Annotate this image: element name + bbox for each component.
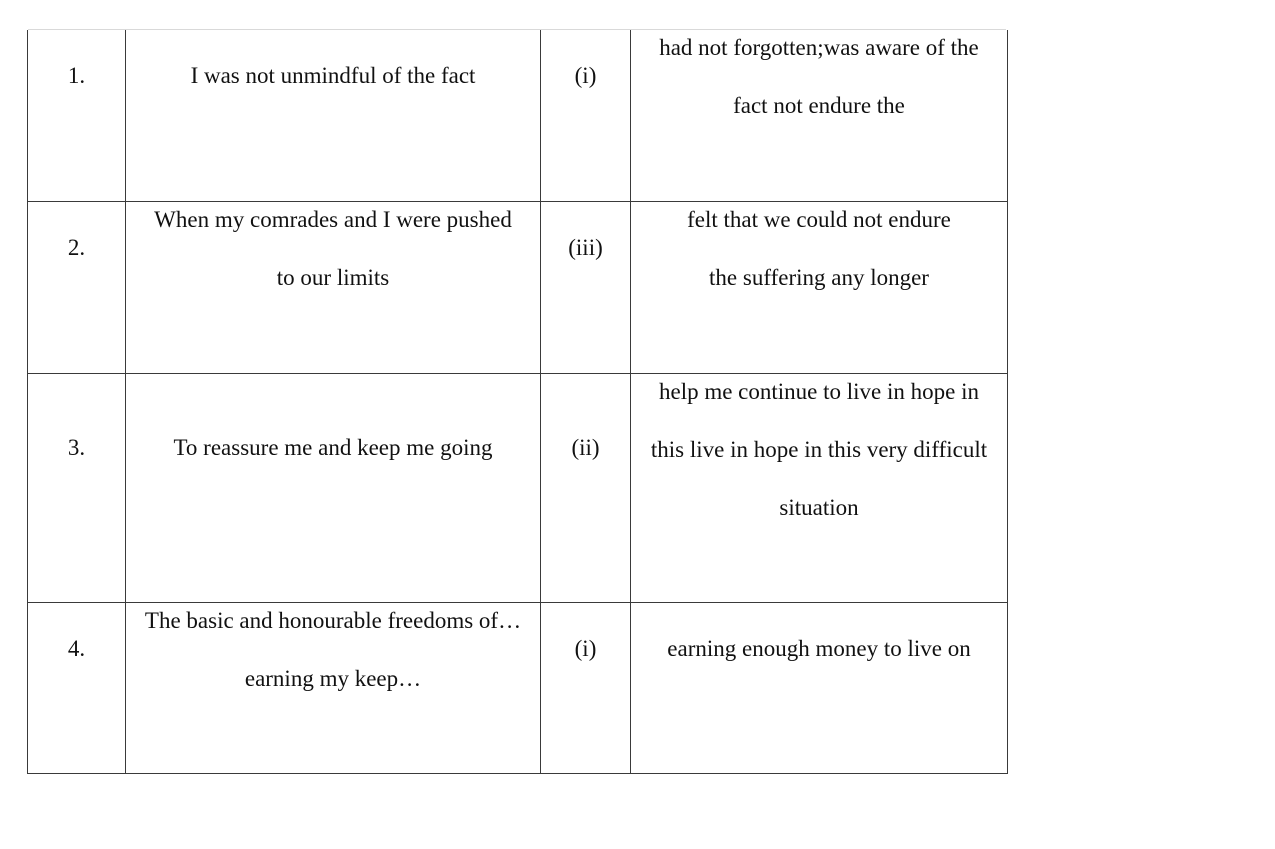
phrase-line: The basic and honourable freedoms of… bbox=[144, 607, 522, 633]
meaning-line: situation bbox=[779, 494, 859, 520]
phrase-text bbox=[126, 419, 540, 477]
meaning-text bbox=[631, 30, 1007, 135]
meaning-line: this live in hope in this very difficult bbox=[650, 436, 988, 462]
meaning-line: help me continue to live in hope in bbox=[658, 378, 979, 404]
phrase-line: I was not unmindful of the fact bbox=[190, 63, 476, 88]
phrase-text bbox=[126, 602, 540, 708]
meaning-cell bbox=[631, 373, 1008, 602]
table-row bbox=[28, 30, 1008, 201]
phrase-line: To reassure me and keep me going bbox=[173, 434, 493, 460]
table-row bbox=[28, 602, 1008, 773]
phrase-cell bbox=[126, 201, 541, 373]
phrase-line: When my comrades and I were pushed bbox=[154, 206, 512, 232]
row-number: 2. bbox=[67, 234, 86, 260]
option-label: (i) bbox=[574, 63, 597, 88]
phrase-cell bbox=[126, 30, 541, 201]
meaning-cell bbox=[631, 602, 1008, 773]
row-number: 4. bbox=[67, 635, 86, 661]
meaning-text bbox=[631, 201, 1007, 307]
meaning-line: felt that we could not endure bbox=[687, 206, 951, 232]
phrase-text bbox=[126, 201, 540, 307]
meaning-line: had not forgotten;was aware of the bbox=[659, 35, 979, 60]
option-cell bbox=[541, 201, 631, 373]
phrase-line: earning my keep… bbox=[244, 665, 422, 691]
phrase-text bbox=[126, 47, 540, 105]
row-number-cell bbox=[28, 201, 126, 373]
row-number: 3. bbox=[67, 434, 86, 460]
option-label: (iii) bbox=[568, 234, 603, 260]
row-number: 1. bbox=[67, 63, 86, 88]
meaning-line: the suffering any longer bbox=[709, 264, 929, 290]
phrase-line: to our limits bbox=[276, 264, 390, 290]
phrase-cell bbox=[126, 602, 541, 773]
row-number-cell bbox=[28, 373, 126, 602]
meaning-text bbox=[631, 373, 1007, 537]
meaning-line: earning enough money to live on bbox=[667, 635, 971, 661]
phrase-cell bbox=[126, 373, 541, 602]
meaning-text bbox=[631, 620, 1007, 678]
option-cell bbox=[541, 30, 631, 201]
meaning-cell bbox=[631, 201, 1008, 373]
option-cell bbox=[541, 602, 631, 773]
table-row bbox=[28, 373, 1008, 602]
table-row bbox=[28, 201, 1008, 373]
meaning-line: fact not endure the bbox=[733, 93, 905, 118]
meaning-cell bbox=[631, 30, 1008, 201]
option-label: (i) bbox=[574, 635, 597, 661]
row-number-cell bbox=[28, 602, 126, 773]
row-number-cell bbox=[28, 30, 126, 201]
phrase-meaning-table bbox=[27, 30, 1008, 774]
option-cell bbox=[541, 373, 631, 602]
option-label: (ii) bbox=[571, 434, 600, 460]
